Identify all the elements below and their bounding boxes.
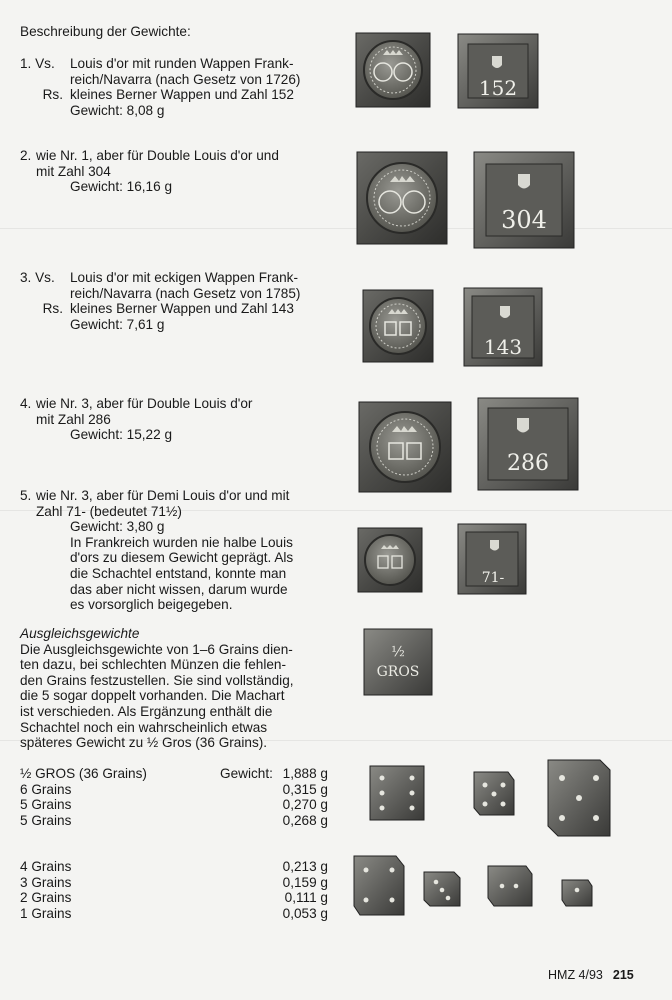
table-row: 5 Grains 0,270 g bbox=[20, 797, 328, 813]
grain-weight-2 bbox=[488, 866, 532, 906]
table-row: 3 Grains 0,159 g bbox=[20, 874, 328, 890]
stamp-286: 286 bbox=[507, 451, 549, 476]
item-3-num: 3. Vs. bbox=[20, 270, 55, 285]
stamp-gros-word: GROS bbox=[376, 664, 420, 680]
weight-3-reverse bbox=[464, 288, 542, 366]
item-3-line-2: reich/Navarra (nach Gesetz von 1785) bbox=[70, 285, 301, 301]
item-5-note-1: In Frankreich wurden nie halbe Louis bbox=[70, 534, 293, 550]
section-title: Ausgleichsgewichte bbox=[20, 626, 140, 641]
stamp-gros-half: ½ bbox=[391, 644, 405, 660]
grain-weight-5a bbox=[474, 772, 514, 815]
item-2-line-2: mit Zahl 304 bbox=[36, 163, 111, 179]
journal-ref: HMZ 4/93 bbox=[548, 968, 603, 982]
item-2-weight: Gewicht: 16,16 g bbox=[70, 179, 173, 195]
table-row: ½ GROS (36 Grains) Gewicht: 1,888 g bbox=[20, 766, 328, 781]
item-4-weight: Gewicht: 15,22 g bbox=[70, 427, 173, 443]
grain-weight-6 bbox=[370, 766, 424, 820]
stamp-152: 152 bbox=[478, 76, 518, 100]
item-5-note-5: es vorsorglich beigegeben. bbox=[70, 597, 233, 613]
table-row: 2 Grains 0,111 g bbox=[20, 890, 328, 906]
item-5-note-4: das aber nicht wissen, darum wurde bbox=[70, 581, 288, 597]
item-3-rs-label: Rs. bbox=[42, 301, 63, 317]
section-line-3: den Grains festzustellen. Sie sind vollständig, bbox=[20, 672, 294, 688]
item-5-num: 5. bbox=[20, 488, 32, 503]
section-line-1: Die Ausgleichsgewichte von 1–6 Grains dien- bbox=[20, 641, 293, 657]
weight-half-gros bbox=[364, 629, 432, 695]
weight-2-reverse bbox=[474, 152, 574, 248]
weight-1-obverse bbox=[356, 33, 430, 107]
item-3-rs-text: kleines Berner Wappen und Zahl 143 bbox=[70, 301, 294, 317]
weight-1-reverse bbox=[458, 34, 538, 108]
page-number: 215 bbox=[612, 968, 634, 982]
item-5-note-3: die Schachtel entstand, konnte man bbox=[70, 565, 287, 581]
section-line-7: späteres Gewicht zu ½ Gros (36 Grains). bbox=[20, 735, 268, 751]
stamp-71: 71- bbox=[481, 570, 505, 586]
weight-2-obverse bbox=[357, 152, 447, 244]
table-row: 4 Grains 0,213 g bbox=[20, 859, 328, 874]
grain-weight-3 bbox=[424, 872, 460, 906]
page-heading: Beschreibung der Gewichte: bbox=[20, 24, 191, 39]
weight-5-obverse bbox=[358, 528, 422, 592]
item-1-weight: Gewicht: 8,08 g bbox=[70, 102, 165, 118]
item-1-line-1: Louis d'or mit runden Wappen Frank- bbox=[70, 56, 294, 71]
item-2-line-1: wie Nr. 1, aber für Double Louis d'or und bbox=[36, 148, 279, 163]
section-line-4: die 5 sogar doppelt vorhanden. Die Machart bbox=[20, 688, 285, 704]
table-row: 1 Grains 0,053 g bbox=[20, 905, 328, 921]
weight-4-obverse bbox=[359, 402, 451, 492]
stamp-304: 304 bbox=[501, 206, 547, 234]
item-1-line-2: reich/Navarra (nach Gesetz von 1726) bbox=[70, 71, 301, 87]
item-5-line-1: wie Nr. 3, aber für Demi Louis d'or und mit bbox=[36, 488, 290, 503]
item-1-rs-text: kleines Berner Wappen und Zahl 152 bbox=[70, 87, 294, 103]
item-2-num: 2. bbox=[20, 148, 32, 163]
item-3-weight: Gewicht: 7,61 g bbox=[70, 316, 165, 332]
item-5-note-2: d'ors zu diesem Gewicht geprägt. Als bbox=[70, 550, 294, 566]
item-5-weight: Gewicht: 3,80 g bbox=[70, 519, 165, 535]
stamp-143: 143 bbox=[483, 335, 523, 359]
section-line-6: Schachtel noch ein wahrscheinlich etwas bbox=[20, 719, 268, 735]
item-1-num: 1. Vs. bbox=[20, 56, 55, 71]
weight-4-reverse bbox=[478, 398, 578, 490]
item-5-line-2: Zahl 71- (bedeutet 71½) bbox=[36, 503, 182, 519]
item-1-rs-label: Rs. bbox=[42, 87, 63, 103]
section-line-2: ten dazu, bei schlechten Münzen die fehlen- bbox=[20, 657, 287, 673]
grain-weight-5b bbox=[548, 760, 610, 836]
item-4-line-2: mit Zahl 286 bbox=[36, 411, 111, 427]
table-row: 6 Grains 0,315 g bbox=[20, 781, 328, 797]
item-4-line-1: wie Nr. 3, aber für Double Louis d'or bbox=[36, 396, 253, 411]
weight-5-reverse bbox=[458, 524, 526, 594]
weight-3-obverse bbox=[363, 290, 433, 362]
table-row: 5 Grains 0,268 g bbox=[20, 812, 328, 828]
page-footer bbox=[548, 968, 634, 982]
grain-weight-1 bbox=[562, 880, 592, 906]
grain-weight-4 bbox=[354, 856, 404, 915]
section-line-5: ist verschieden. Als Ergänzung enthält die bbox=[20, 703, 273, 719]
item-4-num: 4. bbox=[20, 396, 32, 411]
item-3-line-1: Louis d'or mit eckigen Wappen Frank- bbox=[70, 270, 299, 285]
